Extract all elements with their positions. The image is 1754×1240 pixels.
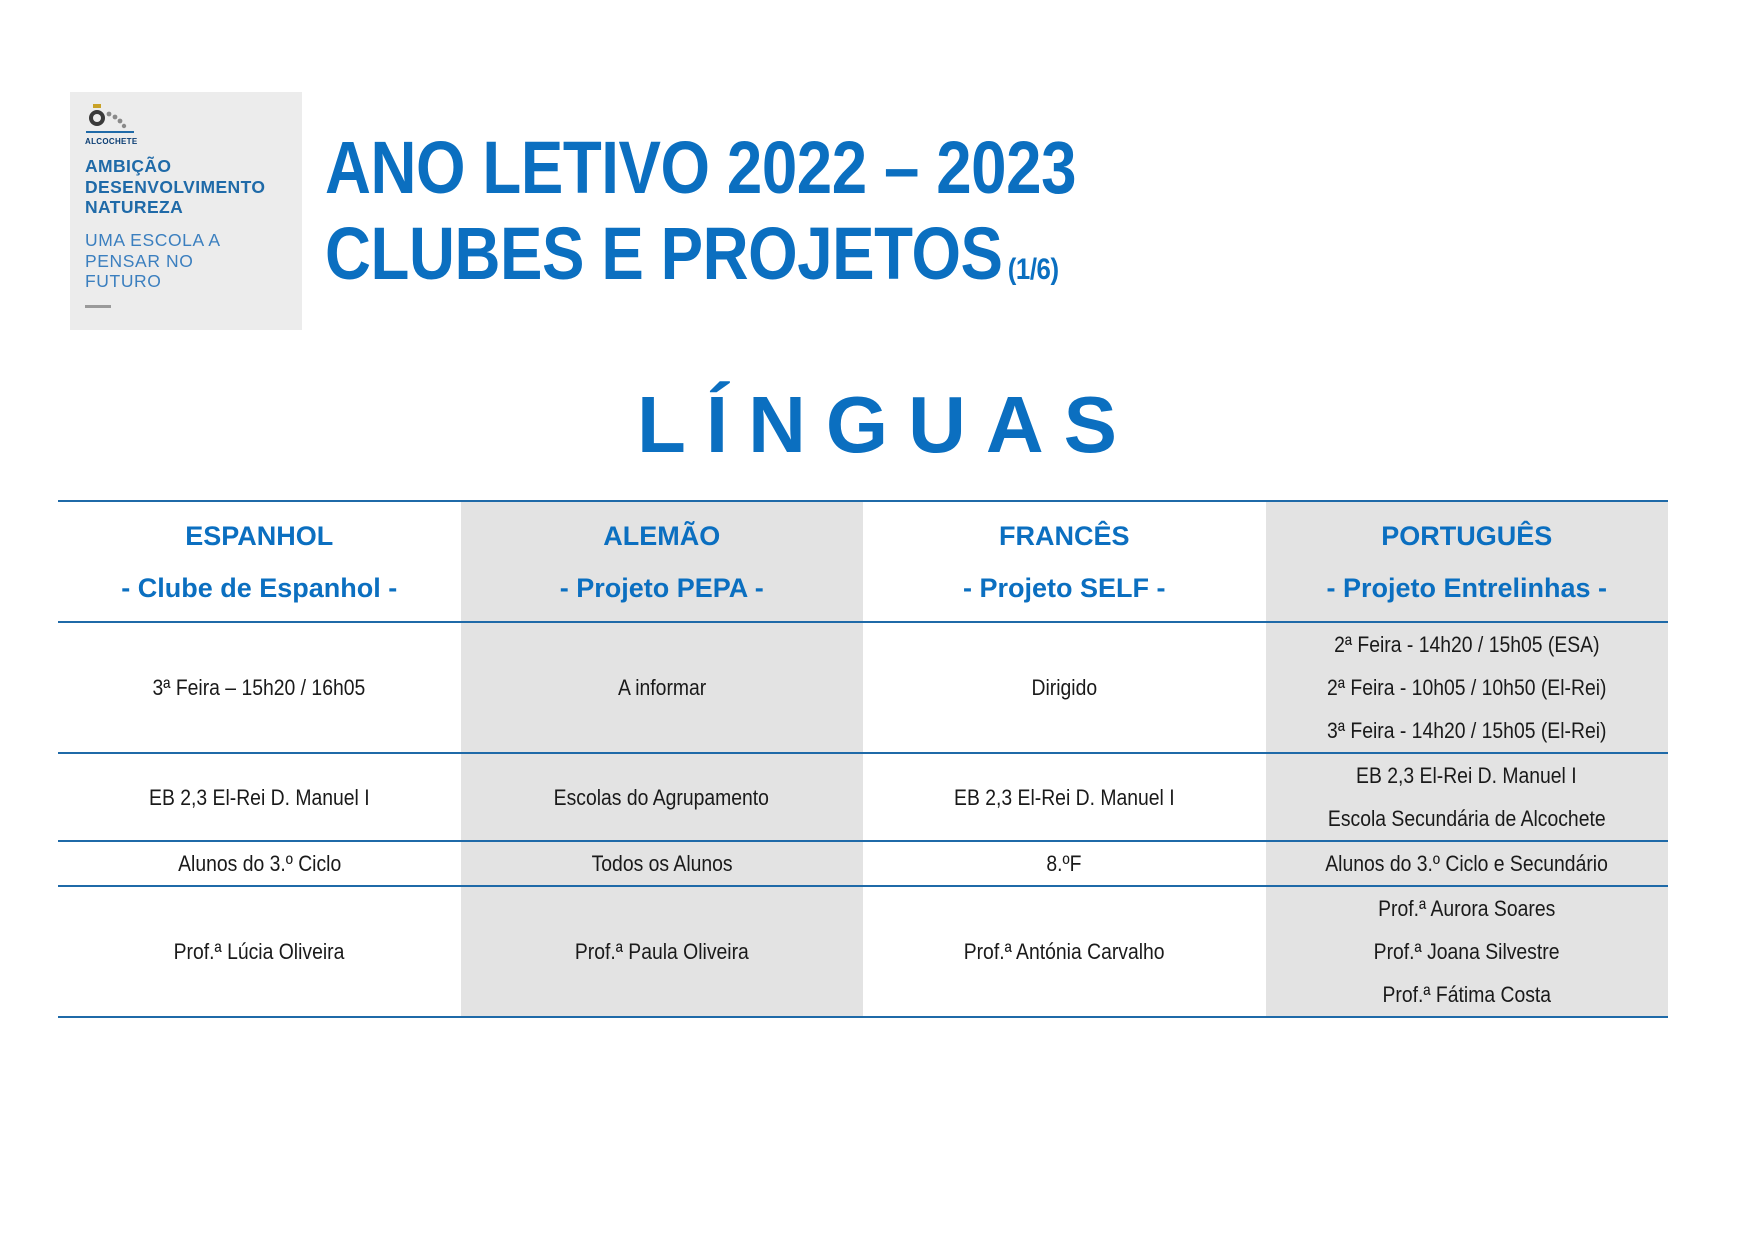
logo-motto-line: DESENVOLVIMENTO	[85, 176, 266, 197]
teacher-name: Prof.ª Fátima Costa	[1382, 982, 1552, 1007]
schedule-cell	[863, 622, 1266, 753]
location-row	[58, 753, 1668, 841]
logo-divider	[85, 305, 111, 308]
teacher-cell	[461, 886, 864, 1017]
location-text: Escola Secundária de Alcochete	[1327, 806, 1606, 831]
column-header	[863, 501, 1266, 622]
audience-text: Alunos do 3.º Ciclo	[177, 851, 341, 876]
page-title-text: CLUBES E PROJETOS	[325, 212, 1003, 295]
location-text: EB 2,3 El-Rei D. Manuel I	[148, 784, 370, 810]
column-header	[461, 501, 864, 622]
schedule-cell	[1266, 622, 1669, 753]
audience-cell	[1266, 841, 1669, 886]
logo-town-name: ALCOCHETE	[85, 137, 138, 146]
table-header-row	[58, 501, 1668, 622]
language-name: PORTUGUÊS	[1381, 520, 1553, 551]
teacher-name: Prof.ª Antónia Carvalho	[963, 939, 1165, 964]
logo-subtitle	[85, 230, 297, 292]
page-title	[325, 214, 1059, 310]
teacher-name: Prof.ª Paula Oliveira	[574, 939, 749, 964]
teacher-name: Prof.ª Lúcia Oliveira	[173, 939, 345, 964]
teacher-name: Prof.ª Joana Silvestre	[1373, 939, 1560, 964]
schedule-text: 2ª Feira - 10h05 / 10h50 (El-Rei)	[1327, 675, 1607, 700]
teacher-name: Prof.ª Aurora Soares	[1378, 896, 1556, 921]
teacher-cell	[58, 886, 461, 1017]
project-name: - Projeto PEPA -	[559, 572, 764, 603]
logo-subtitle-line: UMA ESCOLA A	[85, 230, 221, 250]
logo-subtitle-line: FUTURO	[85, 271, 162, 291]
schedule-text: A informar	[617, 675, 706, 700]
teacher-cell	[863, 886, 1266, 1017]
location-cell	[461, 753, 864, 841]
schedule-text: 3ª Feira – 15h20 / 16h05	[152, 675, 366, 700]
project-name: - Clube de Espanhol -	[121, 572, 398, 603]
location-text: EB 2,3 El-Rei D. Manuel I	[953, 784, 1175, 810]
logo-motto	[85, 156, 297, 218]
audience-cell	[863, 841, 1266, 886]
audience-row	[58, 841, 1668, 886]
audience-text: 8.ºF	[1046, 851, 1082, 876]
teacher-row	[58, 886, 1668, 1017]
project-name: - Projeto Entrelinhas -	[1326, 572, 1608, 603]
section-title: LÍNGUAS	[637, 380, 1137, 469]
logo-motto-line: AMBIÇÃO	[85, 156, 172, 176]
logo-subtitle-line: PENSAR NO	[85, 250, 194, 271]
audience-text: Alunos do 3.º Ciclo e Secundário	[1325, 851, 1609, 876]
clubs-table	[58, 500, 1668, 1018]
language-name: ESPANHOL	[185, 520, 334, 551]
logo-motto-line: NATUREZA	[85, 197, 184, 217]
page-count: (1/6)	[1007, 253, 1059, 286]
audience-cell	[58, 841, 461, 886]
teacher-cell	[1266, 886, 1669, 1017]
schedule-row	[58, 622, 1668, 753]
schedule-text: Dirigido	[1031, 675, 1098, 700]
location-cell	[863, 753, 1266, 841]
column-header	[58, 501, 461, 622]
audience-cell	[461, 841, 864, 886]
language-name: ALEMÃO	[603, 520, 721, 551]
audience-text: Todos os Alunos	[591, 851, 733, 876]
location-cell	[58, 753, 461, 841]
language-name: FRANCÊS	[998, 520, 1130, 551]
location-cell	[1266, 753, 1669, 841]
page-title-year: ANO LETIVO 2022 – 2023	[325, 126, 1077, 209]
column-header	[1266, 501, 1669, 622]
municipal-crest-icon	[84, 102, 146, 142]
schedule-cell	[461, 622, 864, 753]
school-logo	[70, 92, 302, 330]
schedule-text: 3ª Feira - 14h20 / 15h05 (El-Rei)	[1327, 718, 1607, 743]
project-name: - Projeto SELF -	[963, 572, 1166, 603]
location-text: EB 2,3 El-Rei D. Manuel I	[1356, 763, 1578, 788]
schedule-cell	[58, 622, 461, 753]
location-text: Escolas do Agrupamento	[554, 784, 770, 810]
schedule-text: 2ª Feira - 14h20 / 15h05 (ESA)	[1334, 632, 1600, 657]
